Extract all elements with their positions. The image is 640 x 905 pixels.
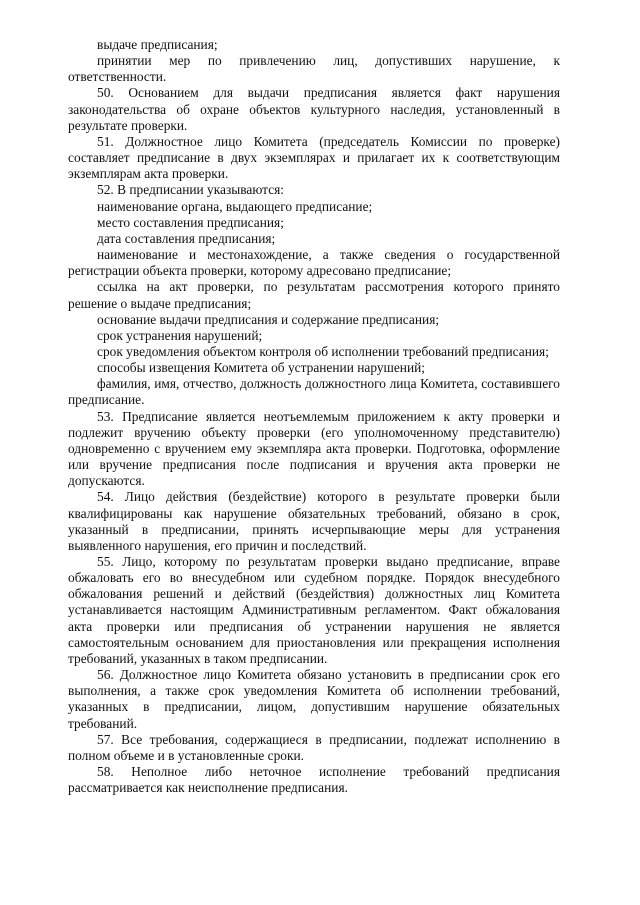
paragraph-50: 50. Основанием для выдачи предписания является факт нарушения законодательства об охране объектов культурного наследия, установленный в результате проверки. — [68, 85, 560, 133]
paragraph: принятии мер по привлечению лиц, допустивших нарушение, к ответственности. — [68, 53, 560, 85]
paragraph-55: 55. Лицо, которому по результатам проверки выдано предписание, вправе обжаловать его во внесудебном или судебном порядке. Порядок внесудебного обжалования решений и действий (бездействия) должностных лиц Комитета устанавливается настоящим Административным регламентом. Факт обжалования акта проверки или предписания об устранении нарушения не является самостоятельным основанием для приостановления или прекращения исполнения требований, указанных в таком предписании. — [68, 554, 560, 666]
paragraph: выдаче предписания; — [97, 37, 218, 52]
list-item: способы извещения Комитета об устранении нарушений; — [97, 360, 426, 376]
paragraph-57: 57. Все требования, содержащиеся в предписании, подлежат исполнению в полном объеме и в установленные сроки. — [68, 731, 560, 763]
document-page — [68, 37, 560, 796]
paragraph-53: 53. Предписание является неотъемлемым приложением к акту проверки и подлежит вручению объекту проверки (его уполномоченному представителю) одновременно с вручением ему экземпляра акта проверки. Подготовка, оформление или вручение предписания после подписания и вручения акта проверки не допускаются. — [68, 408, 560, 489]
list-item: наименование органа, выдающего предписание; — [97, 198, 373, 214]
list-item: дата составления предписания; — [97, 230, 276, 246]
paragraph-54: 54. Лицо действия (бездействие) которого в результате проверки были квалифицированы как нарушение обязательных требований, обязано в срок, указанный в предписании, принять исчерпывающие меры для устранения выявленного нарушения, его причин и последствий. — [68, 489, 560, 553]
paragraph-52: 52. В предписании указываются: — [97, 182, 285, 198]
list-item: срок устранения нарушений; — [97, 327, 263, 343]
paragraph-56: 56. Должностное лицо Комитета обязано установить в предписании срок его выполнения, а также срок уведомления Комитета об исполнении требований, указанных в предписании, лицом, допустившим нарушение обязательных требований. — [68, 667, 560, 731]
list-item: место составления предписания; — [97, 214, 284, 230]
list-item: фамилия, имя, отчество, должность должностного лица Комитета, составившего предписание. — [68, 376, 560, 408]
paragraph-51: 51. Должностное лицо Комитета (председатель Комиссии по проверке) составляет предписание в двух экземплярах и прилагает их к соответствующим экземплярам акта проверки. — [68, 133, 560, 182]
list-item: основание выдачи предписания и содержание предписания; — [97, 311, 440, 327]
list-item: срок уведомления объектом контроля об исполнении требований предписания; — [97, 343, 549, 359]
paragraph-58: 58. Неполное либо неточное исполнение требований предписания рассматривается как неисполнение предписания. — [68, 764, 560, 796]
list-item: наименование и местонахождение, а также сведения о государственной регистрации объекта проверки, которому адресовано предписание; — [68, 247, 560, 279]
list-item: ссылка на акт проверки, по результатам рассмотрения которого принято решение о выдаче предписания; — [68, 279, 560, 311]
